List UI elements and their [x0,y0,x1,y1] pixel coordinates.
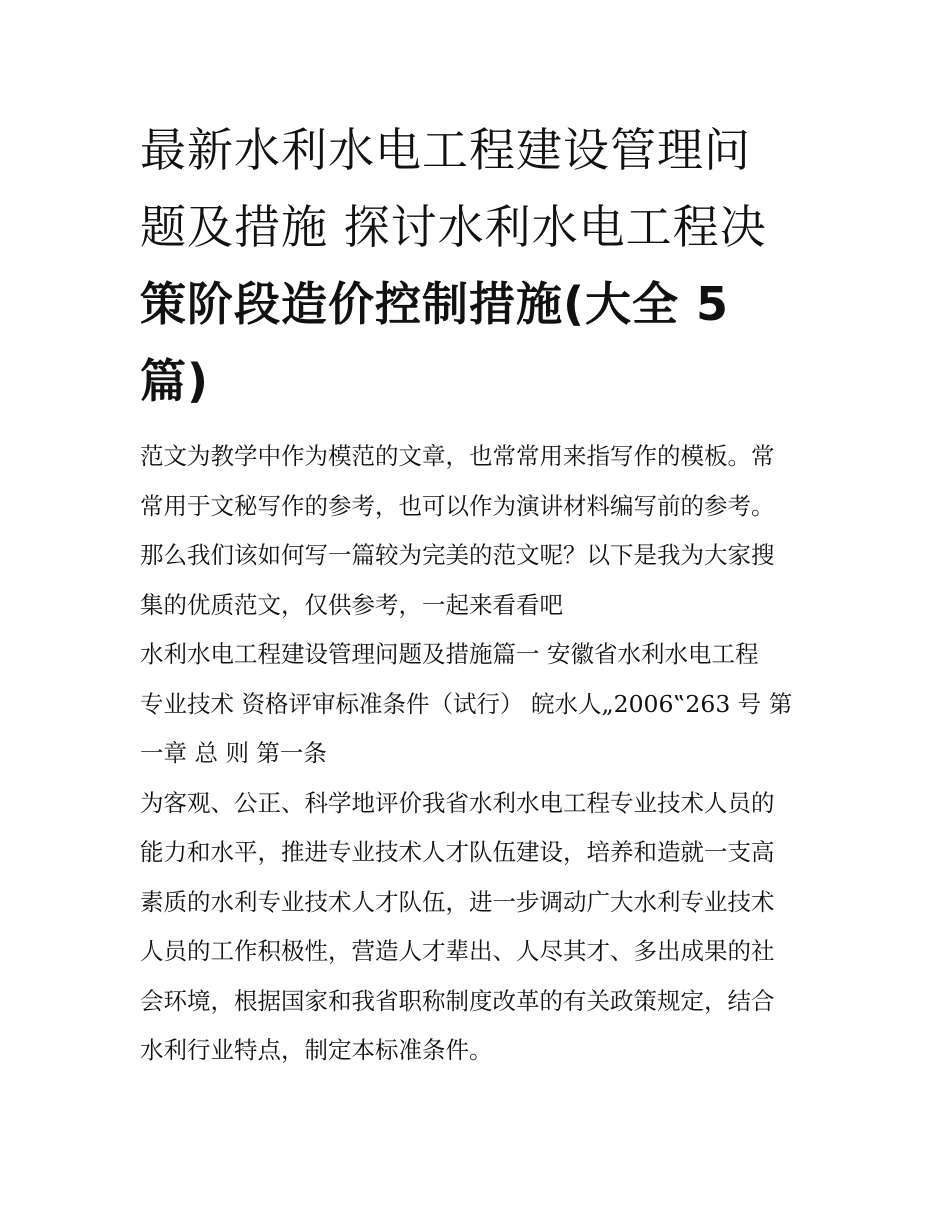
text-line: 人员的工作积极性，营造人才辈出、人尽其才、多出成果的社 [140,937,775,965]
text-line: 为客观、公正、科学地评价我省水利水电工程专业技术人员的 [140,788,775,817]
text-line: 水利行业特点，制定本标准条件。 [140,1036,493,1064]
title-line-2: 题及措施 探讨水利水电工程决 [140,200,767,254]
text-line: 那么我们该如何写一篇较为完美的范文呢？以下是我为大家搜 [140,541,775,569]
paragraph-article-one [140,779,820,1076]
text-line: 能力和水平，推进专业技术人才队伍建设，培养和造就一支高 [140,838,775,866]
text-line: 素质的水利专业技术人才队伍，进一步调动广大水利专业技术 [140,887,775,916]
text-line: 常用于文秘写作的参考，也可以作为演讲材料编写前的参考。 [140,491,775,520]
text-line: 范文为教学中作为模范的文章，也常常用来指写作的模板。常 [140,442,775,470]
text-line: 专业技术 资格评审标准条件（试行） 皖水人„2006‟263 号 第 [140,689,793,718]
text-line: 集的优质范文，仅供参考，一起来看看吧 [140,590,563,619]
title-line-4: 篇) [140,354,210,408]
paragraph-intro [140,432,820,630]
text-line: 会环境，根据国家和我省职称制度改革的有关政策规定，结合 [140,986,775,1015]
title-line-3: 策阶段造价控制措施(大全 5 [140,277,730,331]
text-line: 水利水电工程建设管理问题及措施篇一 安徽省水利水电工程 [140,640,759,668]
paragraph-section-heading [140,630,820,779]
title-line-1: 最新水利水电工程建设管理问 [140,123,751,177]
text-line: 一章 总 则 第一条 [140,739,327,767]
document-body [140,432,820,1076]
document-title [140,112,820,420]
